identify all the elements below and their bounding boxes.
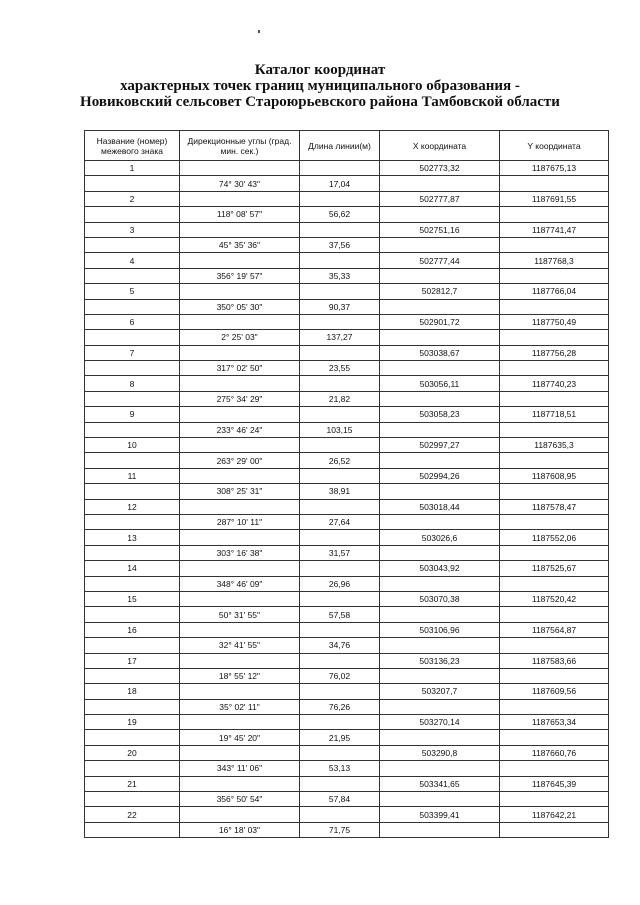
segment-angle: 50° 31' 55" (180, 607, 300, 622)
point-x: 503070,38 (380, 591, 500, 606)
point-length-empty (300, 776, 380, 791)
point-name: 4 (85, 253, 180, 268)
segment-length: 103,15 (300, 422, 380, 437)
segment-x-empty (380, 576, 500, 591)
point-x: 503207,7 (380, 684, 500, 699)
segment-name-empty (85, 792, 180, 807)
point-y: 1187609,56 (500, 684, 609, 699)
point-x: 502773,32 (380, 161, 500, 176)
point-y: 1187525,67 (500, 561, 609, 576)
segment-name-empty (85, 514, 180, 529)
point-y: 1187766,04 (500, 284, 609, 299)
segment-name-empty (85, 607, 180, 622)
segment-name-empty (85, 484, 180, 499)
segment-length: 137,27 (300, 330, 380, 345)
point-y: 1187691,55 (500, 191, 609, 206)
segment-name-empty (85, 699, 180, 714)
segment-x-empty (380, 607, 500, 622)
point-x: 502751,16 (380, 222, 500, 237)
point-row (85, 438, 609, 453)
segment-angle: 32° 41' 55" (180, 638, 300, 653)
segment-x-empty (380, 792, 500, 807)
point-name: 13 (85, 530, 180, 545)
segment-row (85, 422, 609, 437)
segment-name-empty (85, 268, 180, 283)
point-x: 503341,65 (380, 776, 500, 791)
point-y: 1187660,76 (500, 745, 609, 760)
point-angle-empty (180, 161, 300, 176)
segment-angle: 35° 02' 11" (180, 699, 300, 714)
point-y: 1187750,49 (500, 314, 609, 329)
point-name: 20 (85, 745, 180, 760)
table-body (85, 161, 609, 838)
segment-row (85, 207, 609, 222)
point-length-empty (300, 499, 380, 514)
point-angle-empty (180, 376, 300, 391)
point-length-empty (300, 530, 380, 545)
point-length-empty (300, 191, 380, 206)
segment-y-empty (500, 176, 609, 191)
header-length: Длина линии(м) (300, 131, 380, 161)
segment-row (85, 792, 609, 807)
segment-y-empty (500, 607, 609, 622)
segment-row (85, 668, 609, 683)
segment-name-empty (85, 207, 180, 222)
segment-y-empty (500, 822, 609, 837)
segment-row (85, 330, 609, 345)
point-row (85, 653, 609, 668)
segment-angle: 317° 02' 50" (180, 361, 300, 376)
point-length-empty (300, 284, 380, 299)
scan-mark (258, 30, 260, 33)
title-line-2: характерных точек границ муниципального образования - (120, 78, 520, 94)
title-line-1: Каталог координат (254, 62, 386, 78)
segment-angle: 16° 18' 03" (180, 822, 300, 837)
page-title (0, 62, 640, 110)
segment-angle: 308° 25' 31" (180, 484, 300, 499)
segment-y-empty (500, 576, 609, 591)
point-y: 1187564,87 (500, 622, 609, 637)
point-name: 19 (85, 715, 180, 730)
point-x: 503018,44 (380, 499, 500, 514)
point-y: 1187718,51 (500, 407, 609, 422)
point-length-empty (300, 591, 380, 606)
point-name: 18 (85, 684, 180, 699)
segment-y-empty (500, 391, 609, 406)
segment-name-empty (85, 545, 180, 560)
segment-y-empty (500, 237, 609, 252)
segment-length: 76,02 (300, 668, 380, 683)
segment-x-empty (380, 299, 500, 314)
point-name: 1 (85, 161, 180, 176)
segment-name-empty (85, 176, 180, 191)
segment-length: 17,04 (300, 176, 380, 191)
segment-x-empty (380, 484, 500, 499)
coordinates-table (84, 130, 609, 838)
point-row (85, 561, 609, 576)
point-name: 10 (85, 438, 180, 453)
segment-angle: 348° 46' 09" (180, 576, 300, 591)
point-x: 502812,7 (380, 284, 500, 299)
segment-row (85, 699, 609, 714)
segment-row (85, 484, 609, 499)
segment-row (85, 176, 609, 191)
segment-x-empty (380, 822, 500, 837)
segment-row (85, 576, 609, 591)
segment-row (85, 514, 609, 529)
point-name: 9 (85, 407, 180, 422)
segment-row (85, 391, 609, 406)
point-x: 502997,27 (380, 438, 500, 453)
header-name: Название (номер) межевого знака (85, 131, 180, 161)
point-x: 503043,92 (380, 561, 500, 576)
segment-angle: 356° 50' 54" (180, 792, 300, 807)
point-name: 11 (85, 468, 180, 483)
segment-y-empty (500, 514, 609, 529)
point-x: 503106,96 (380, 622, 500, 637)
point-angle-empty (180, 745, 300, 760)
segment-angle: 287° 10' 11" (180, 514, 300, 529)
point-angle-empty (180, 468, 300, 483)
point-row (85, 591, 609, 606)
segment-y-empty (500, 361, 609, 376)
point-y: 1187756,28 (500, 345, 609, 360)
segment-row (85, 730, 609, 745)
segment-y-empty (500, 730, 609, 745)
segment-y-empty (500, 422, 609, 437)
point-name: 5 (85, 284, 180, 299)
point-x: 503136,23 (380, 653, 500, 668)
segment-x-empty (380, 761, 500, 776)
segment-x-empty (380, 699, 500, 714)
point-row (85, 499, 609, 514)
segment-x-empty (380, 730, 500, 745)
segment-row (85, 638, 609, 653)
point-row (85, 407, 609, 422)
point-name: 3 (85, 222, 180, 237)
point-x: 503270,14 (380, 715, 500, 730)
point-y: 1187741,47 (500, 222, 609, 237)
point-length-empty (300, 438, 380, 453)
point-length-empty (300, 345, 380, 360)
segment-row (85, 361, 609, 376)
point-x: 503290,8 (380, 745, 500, 760)
segment-length: 27,64 (300, 514, 380, 529)
point-row (85, 776, 609, 791)
segment-angle: 18° 55' 12" (180, 668, 300, 683)
point-angle-empty (180, 622, 300, 637)
segment-length: 71,75 (300, 822, 380, 837)
point-y: 1187608,95 (500, 468, 609, 483)
point-row (85, 530, 609, 545)
point-angle-empty (180, 253, 300, 268)
table-header-row (85, 131, 609, 161)
point-name: 7 (85, 345, 180, 360)
point-angle-empty (180, 591, 300, 606)
segment-row (85, 237, 609, 252)
point-angle-empty (180, 715, 300, 730)
segment-length: 31,57 (300, 545, 380, 560)
point-name: 16 (85, 622, 180, 637)
point-angle-empty (180, 684, 300, 699)
segment-y-empty (500, 330, 609, 345)
segment-angle: 303° 16' 38" (180, 545, 300, 560)
segment-y-empty (500, 268, 609, 283)
point-y: 1187642,21 (500, 807, 609, 822)
segment-name-empty (85, 361, 180, 376)
point-x: 503399,41 (380, 807, 500, 822)
point-row (85, 376, 609, 391)
point-name: 8 (85, 376, 180, 391)
segment-length: 56,62 (300, 207, 380, 222)
segment-angle: 74° 30' 43" (180, 176, 300, 191)
point-row (85, 345, 609, 360)
point-y: 1187520,42 (500, 591, 609, 606)
segment-length: 90,37 (300, 299, 380, 314)
segment-row (85, 453, 609, 468)
point-y: 1187583,66 (500, 653, 609, 668)
segment-length: 21,82 (300, 391, 380, 406)
segment-x-empty (380, 237, 500, 252)
point-y: 1187645,39 (500, 776, 609, 791)
segment-row (85, 607, 609, 622)
segment-length: 37,56 (300, 237, 380, 252)
point-angle-empty (180, 314, 300, 329)
segment-y-empty (500, 545, 609, 560)
point-length-empty (300, 653, 380, 668)
point-name: 22 (85, 807, 180, 822)
segment-row (85, 761, 609, 776)
point-name: 17 (85, 653, 180, 668)
point-y: 1187552,06 (500, 530, 609, 545)
segment-angle: 19° 45' 20" (180, 730, 300, 745)
title-line-3: Новиковский сельсовет Староюрьевского района Тамбовской области (80, 94, 560, 110)
segment-x-empty (380, 268, 500, 283)
segment-row (85, 299, 609, 314)
point-angle-empty (180, 653, 300, 668)
point-length-empty (300, 222, 380, 237)
point-angle-empty (180, 807, 300, 822)
segment-length: 38,91 (300, 484, 380, 499)
segment-name-empty (85, 668, 180, 683)
point-x: 503058,23 (380, 407, 500, 422)
point-y: 1187768,3 (500, 253, 609, 268)
segment-length: 76,26 (300, 699, 380, 714)
point-name: 6 (85, 314, 180, 329)
segment-x-empty (380, 638, 500, 653)
point-angle-empty (180, 407, 300, 422)
point-length-empty (300, 622, 380, 637)
segment-length: 34,76 (300, 638, 380, 653)
segment-x-empty (380, 207, 500, 222)
point-length-empty (300, 745, 380, 760)
segment-name-empty (85, 453, 180, 468)
segment-x-empty (380, 453, 500, 468)
point-row (85, 161, 609, 176)
segment-name-empty (85, 299, 180, 314)
segment-angle: 263° 29' 00" (180, 453, 300, 468)
segment-angle: 2° 25' 03" (180, 330, 300, 345)
segment-y-empty (500, 699, 609, 714)
segment-name-empty (85, 730, 180, 745)
segment-name-empty (85, 761, 180, 776)
point-name: 21 (85, 776, 180, 791)
point-y: 1187675,13 (500, 161, 609, 176)
point-x: 502777,87 (380, 191, 500, 206)
segment-y-empty (500, 638, 609, 653)
point-name: 2 (85, 191, 180, 206)
point-y: 1187578,47 (500, 499, 609, 514)
segment-y-empty (500, 792, 609, 807)
segment-x-empty (380, 176, 500, 191)
segment-x-empty (380, 422, 500, 437)
point-y: 1187740,23 (500, 376, 609, 391)
point-length-empty (300, 561, 380, 576)
point-y: 1187635,3 (500, 438, 609, 453)
segment-length: 57,58 (300, 607, 380, 622)
segment-angle: 350° 05' 30" (180, 299, 300, 314)
segment-y-empty (500, 761, 609, 776)
segment-x-empty (380, 545, 500, 560)
segment-name-empty (85, 237, 180, 252)
segment-y-empty (500, 207, 609, 222)
segment-length: 57,84 (300, 792, 380, 807)
segment-y-empty (500, 484, 609, 499)
point-length-empty (300, 253, 380, 268)
segment-x-empty (380, 514, 500, 529)
point-x: 502994,26 (380, 468, 500, 483)
segment-name-empty (85, 576, 180, 591)
point-x: 503026,6 (380, 530, 500, 545)
point-row (85, 284, 609, 299)
point-x: 502901,72 (380, 314, 500, 329)
point-angle-empty (180, 284, 300, 299)
point-angle-empty (180, 345, 300, 360)
segment-row (85, 545, 609, 560)
segment-x-empty (380, 391, 500, 406)
point-name: 15 (85, 591, 180, 606)
point-length-empty (300, 407, 380, 422)
point-row (85, 253, 609, 268)
point-angle-empty (180, 776, 300, 791)
segment-length: 26,52 (300, 453, 380, 468)
segment-x-empty (380, 330, 500, 345)
point-row (85, 807, 609, 822)
point-angle-empty (180, 530, 300, 545)
point-row (85, 622, 609, 637)
segment-length: 26,96 (300, 576, 380, 591)
point-angle-empty (180, 561, 300, 576)
segment-y-empty (500, 668, 609, 683)
segment-row (85, 268, 609, 283)
point-name: 12 (85, 499, 180, 514)
point-y: 1187653,34 (500, 715, 609, 730)
segment-angle: 118° 08' 57" (180, 207, 300, 222)
segment-angle: 343° 11' 06" (180, 761, 300, 776)
point-angle-empty (180, 438, 300, 453)
point-length-empty (300, 314, 380, 329)
segment-length: 35,33 (300, 268, 380, 283)
segment-y-empty (500, 299, 609, 314)
segment-angle: 45° 35' 36" (180, 237, 300, 252)
segment-angle: 233° 46' 24" (180, 422, 300, 437)
segment-length: 53,13 (300, 761, 380, 776)
segment-name-empty (85, 330, 180, 345)
segment-x-empty (380, 361, 500, 376)
point-row (85, 191, 609, 206)
point-length-empty (300, 376, 380, 391)
segment-angle: 356° 19' 57" (180, 268, 300, 283)
segment-name-empty (85, 422, 180, 437)
point-x: 502777,44 (380, 253, 500, 268)
point-name: 14 (85, 561, 180, 576)
point-length-empty (300, 807, 380, 822)
point-row (85, 222, 609, 237)
point-angle-empty (180, 222, 300, 237)
point-row (85, 715, 609, 730)
point-angle-empty (180, 191, 300, 206)
header-y: Y координата (500, 131, 609, 161)
point-length-empty (300, 161, 380, 176)
point-angle-empty (180, 499, 300, 514)
segment-row (85, 822, 609, 837)
point-row (85, 468, 609, 483)
point-length-empty (300, 684, 380, 699)
point-x: 503056,11 (380, 376, 500, 391)
segment-x-empty (380, 668, 500, 683)
segment-name-empty (85, 822, 180, 837)
segment-length: 21,95 (300, 730, 380, 745)
point-length-empty (300, 468, 380, 483)
segment-name-empty (85, 391, 180, 406)
segment-y-empty (500, 453, 609, 468)
point-row (85, 314, 609, 329)
segment-length: 23,55 (300, 361, 380, 376)
point-row (85, 745, 609, 760)
point-row (85, 684, 609, 699)
header-x: X координата (380, 131, 500, 161)
segment-angle: 275° 34' 29" (180, 391, 300, 406)
segment-name-empty (85, 638, 180, 653)
point-length-empty (300, 715, 380, 730)
point-x: 503038,67 (380, 345, 500, 360)
header-angle: Дирекционные углы (град. мин. сек.) (180, 131, 300, 161)
